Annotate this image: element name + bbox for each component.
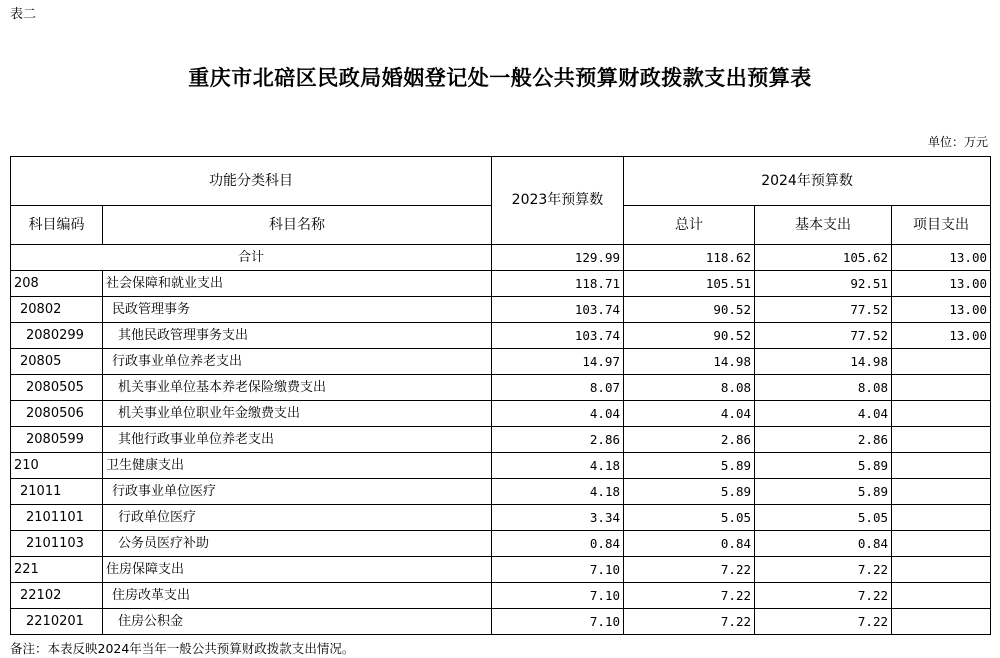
row-budget-2023: 7.10 [492, 583, 624, 609]
table-row [11, 609, 991, 635]
row-2024-total: 5.89 [624, 453, 755, 479]
row-budget-2023: 14.97 [492, 349, 624, 375]
row-subject-code: 21011 [11, 479, 103, 505]
row-2024-project [892, 427, 991, 453]
row-subject-name: 机关事业单位基本养老保险缴费支出 [103, 375, 492, 401]
row-2024-basic: 2.86 [755, 427, 892, 453]
footnote: 备注：本表反映2024年当年一般公共预算财政拨款支出情况。 [10, 641, 355, 656]
row-2024-basic: 5.89 [755, 479, 892, 505]
header-budget-2024: 2024年预算数 [624, 157, 991, 206]
row-subject-name: 卫生健康支出 [103, 453, 492, 479]
row-subject-code: 2080599 [11, 427, 103, 453]
row-2024-total: 90.52 [624, 297, 755, 323]
row-2024-basic: 92.51 [755, 271, 892, 297]
row-subject-code: 2101103 [11, 531, 103, 557]
row-2024-basic: 5.89 [755, 453, 892, 479]
row-2024-total: 14.98 [624, 349, 755, 375]
table-row [11, 401, 991, 427]
row-2024-project [892, 349, 991, 375]
row-subject-code: 20802 [11, 297, 103, 323]
unit-label: 单位：万元 [927, 135, 988, 149]
row-2024-basic: 7.22 [755, 557, 892, 583]
table-row [11, 453, 991, 479]
row-subject-code: 2101101 [11, 505, 103, 531]
row-2024-basic: 7.22 [755, 609, 892, 635]
row-2024-basic: 5.05 [755, 505, 892, 531]
row-subject-code: 20805 [11, 349, 103, 375]
table-row [11, 531, 991, 557]
page-title: 重庆市北碚区民政局婚姻登记处一般公共预算财政拨款支出预算表 [188, 65, 812, 90]
row-2024-basic: 77.52 [755, 297, 892, 323]
row-2024-basic: 4.04 [755, 401, 892, 427]
budget-table [10, 156, 991, 635]
document-label: 表二 [10, 7, 37, 22]
header-subject-code: 科目编码 [11, 206, 103, 245]
row-2024-project [892, 453, 991, 479]
row-2024-basic: 77.52 [755, 323, 892, 349]
row-budget-2023: 118.71 [492, 271, 624, 297]
table-row [11, 297, 991, 323]
total-budget-2023: 129.99 [492, 245, 624, 271]
row-2024-project [892, 583, 991, 609]
header-project-expense: 项目支出 [892, 206, 991, 245]
row-2024-total: 90.52 [624, 323, 755, 349]
row-2024-project [892, 531, 991, 557]
table-row [11, 479, 991, 505]
header-row-1 [11, 157, 991, 206]
row-subject-name: 行政事业单位医疗 [103, 479, 492, 505]
row-2024-total: 7.22 [624, 557, 755, 583]
row-2024-total: 7.22 [624, 583, 755, 609]
row-subject-code: 2080506 [11, 401, 103, 427]
table-row [11, 583, 991, 609]
row-2024-basic: 8.08 [755, 375, 892, 401]
row-budget-2023: 4.18 [492, 453, 624, 479]
table-row [11, 323, 991, 349]
header-functional-category: 功能分类科目 [11, 157, 492, 206]
row-subject-code: 210 [11, 453, 103, 479]
row-2024-total: 4.04 [624, 401, 755, 427]
table-row [11, 427, 991, 453]
row-subject-name: 社会保障和就业支出 [103, 271, 492, 297]
row-subject-code: 2080299 [11, 323, 103, 349]
row-subject-code: 221 [11, 557, 103, 583]
row-subject-name: 行政事业单位养老支出 [103, 349, 492, 375]
table-row [11, 505, 991, 531]
table-row [11, 349, 991, 375]
row-2024-total: 2.86 [624, 427, 755, 453]
total-row [11, 245, 991, 271]
row-2024-total: 7.22 [624, 609, 755, 635]
row-2024-total: 5.05 [624, 505, 755, 531]
table-row [11, 271, 991, 297]
header-budget-2023: 2023年预算数 [492, 157, 624, 245]
row-budget-2023: 7.10 [492, 557, 624, 583]
row-2024-basic: 7.22 [755, 583, 892, 609]
row-2024-project [892, 609, 991, 635]
row-subject-code: 2080505 [11, 375, 103, 401]
row-subject-code: 2210201 [11, 609, 103, 635]
row-budget-2023: 103.74 [492, 297, 624, 323]
row-subject-name: 其他行政事业单位养老支出 [103, 427, 492, 453]
header-total: 总计 [624, 206, 755, 245]
row-subject-name: 公务员医疗补助 [103, 531, 492, 557]
row-budget-2023: 0.84 [492, 531, 624, 557]
row-2024-project [892, 375, 991, 401]
row-2024-project: 13.00 [892, 297, 991, 323]
table-row [11, 557, 991, 583]
row-subject-name: 住房保障支出 [103, 557, 492, 583]
row-2024-total: 105.51 [624, 271, 755, 297]
row-subject-name: 住房公积金 [103, 609, 492, 635]
row-subject-name: 机关事业单位职业年金缴费支出 [103, 401, 492, 427]
total-2024-project: 13.00 [892, 245, 991, 271]
row-2024-project [892, 505, 991, 531]
row-subject-name: 民政管理事务 [103, 297, 492, 323]
row-2024-project: 13.00 [892, 271, 991, 297]
row-2024-project [892, 401, 991, 427]
total-2024-total: 118.62 [624, 245, 755, 271]
row-budget-2023: 4.18 [492, 479, 624, 505]
row-subject-name: 其他民政管理事务支出 [103, 323, 492, 349]
row-budget-2023: 2.86 [492, 427, 624, 453]
row-2024-project [892, 479, 991, 505]
row-subject-code: 22102 [11, 583, 103, 609]
row-2024-total: 0.84 [624, 531, 755, 557]
row-2024-basic: 0.84 [755, 531, 892, 557]
row-subject-code: 208 [11, 271, 103, 297]
total-label: 合计 [11, 245, 492, 271]
total-2024-basic: 105.62 [755, 245, 892, 271]
row-budget-2023: 3.34 [492, 505, 624, 531]
row-2024-project [892, 557, 991, 583]
row-budget-2023: 7.10 [492, 609, 624, 635]
row-2024-project: 13.00 [892, 323, 991, 349]
row-2024-total: 8.08 [624, 375, 755, 401]
row-budget-2023: 103.74 [492, 323, 624, 349]
table-row [11, 375, 991, 401]
table-body [11, 245, 991, 635]
row-subject-name: 住房改革支出 [103, 583, 492, 609]
header-basic-expense: 基本支出 [755, 206, 892, 245]
header-subject-name: 科目名称 [103, 206, 492, 245]
row-subject-name: 行政单位医疗 [103, 505, 492, 531]
row-2024-basic: 14.98 [755, 349, 892, 375]
row-2024-total: 5.89 [624, 479, 755, 505]
row-budget-2023: 4.04 [492, 401, 624, 427]
row-budget-2023: 8.07 [492, 375, 624, 401]
